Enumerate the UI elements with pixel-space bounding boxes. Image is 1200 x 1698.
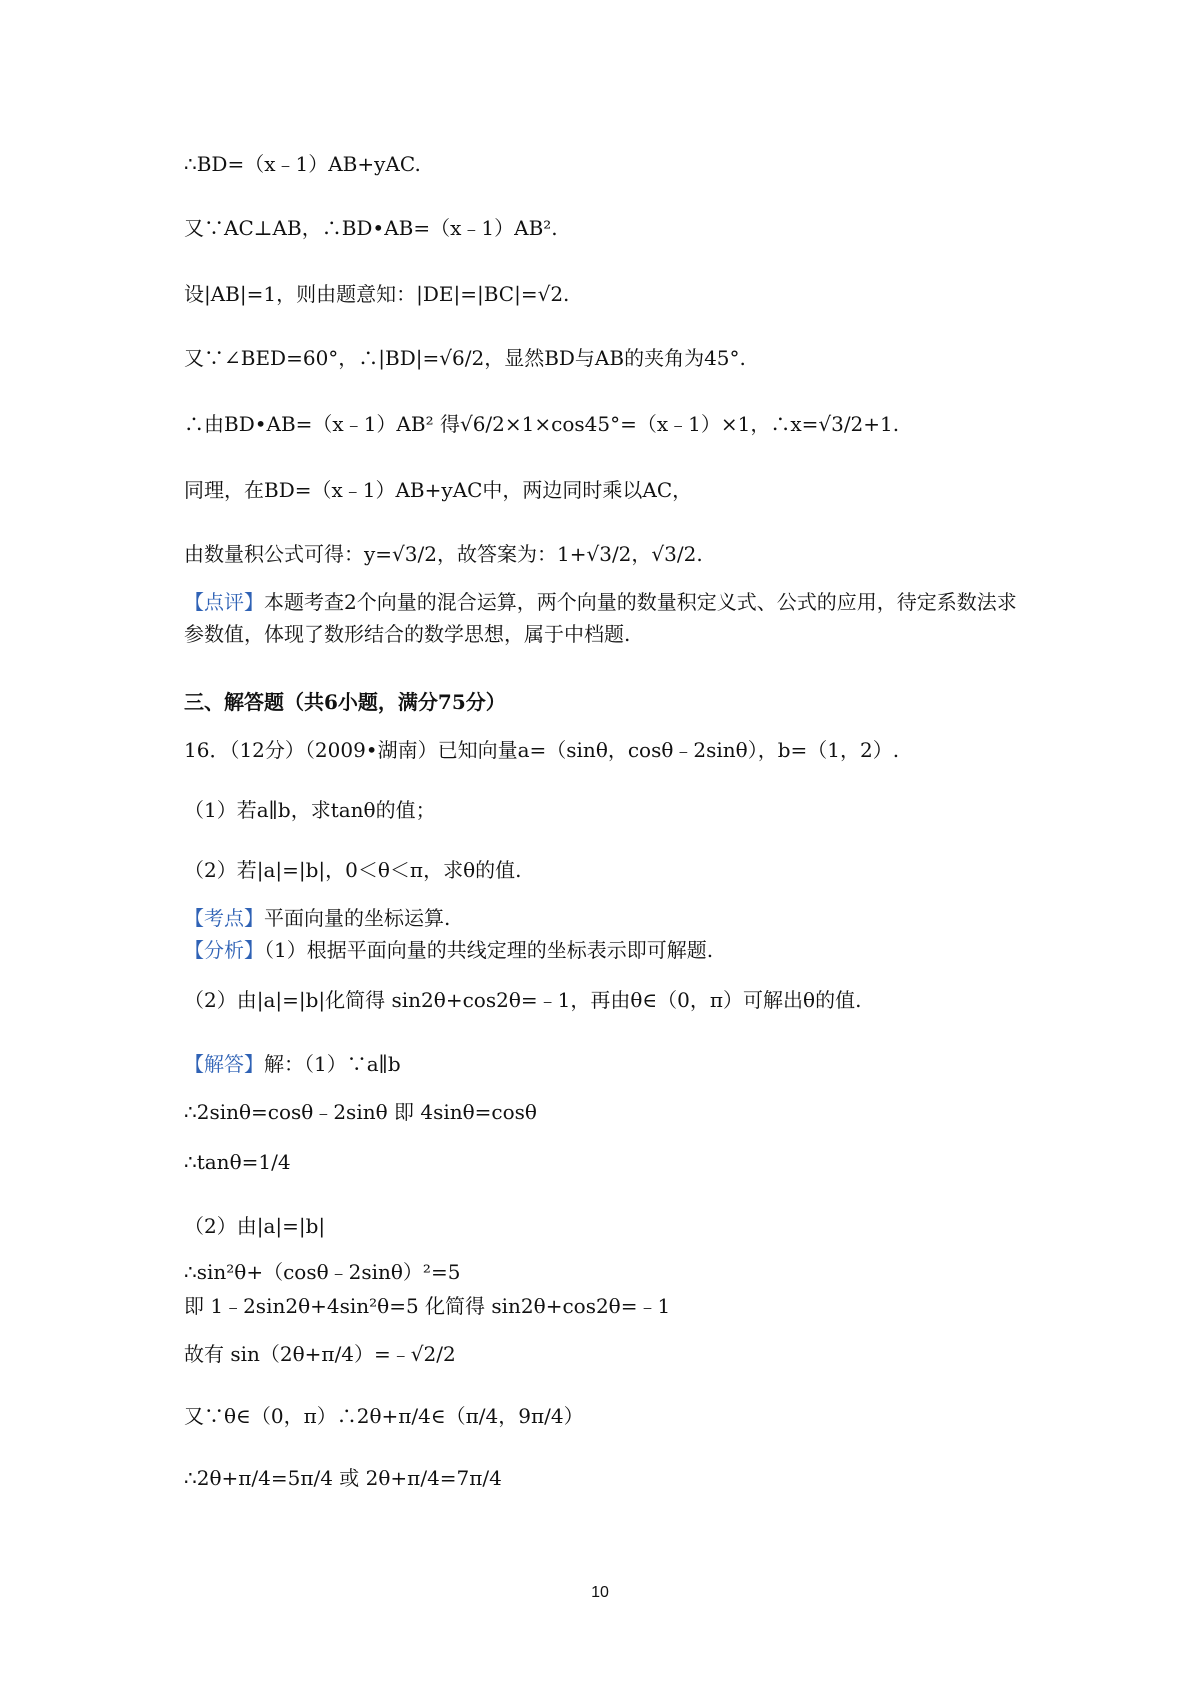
fenxi-line (184, 934, 713, 966)
jieda-text: 解：（1）∵a∥b (264, 1052, 401, 1076)
review-text: 本题考查2个向量的混合运算，两个向量的数量积定义式、公式的应用，待定系数法求参数值，体现了数形结合的数学思想，属于中档题. (184, 590, 1017, 646)
text-line-5: ∴由BD•AB=（x﹣1）AB² 得√6/2×1×cos45°=（x﹣1）×1，∴x=√3/2+1. (184, 412, 900, 436)
section-heading: 三、解答题（共6小题，满分75分） (184, 690, 506, 714)
fenxi-line-2: （2）由|a|=|b|化简得 sin2θ+cos2θ=﹣1，再由θ∈（0，π）可解出θ的值. (184, 988, 862, 1012)
review-paragraph (184, 586, 1034, 650)
solution-line-2: ∴tanθ=1/4 (184, 1150, 291, 1174)
solution-line-6: 故有 sin（2θ+π/4）=﹣√2/2 (184, 1342, 456, 1366)
problem-part2: （2）若|a|=|b|，0＜θ＜π，求θ的值. (184, 858, 522, 882)
solution-line-7: 又∵θ∈（0，π）∴2θ+π/4∈（π/4，9π/4） (184, 1404, 584, 1428)
fenxi-text: （1）根据平面向量的共线定理的坐标表示即可解题. (264, 938, 714, 962)
jieda-tag: 【解答】 (184, 1052, 264, 1076)
page-number: 10 (591, 1584, 609, 1601)
solution-line-8: ∴2θ+π/4=5π/4 或 2θ+π/4=7π/4 (184, 1466, 502, 1490)
review-tag: 【点评】 (184, 590, 264, 614)
text-line-4: 又∵∠BED=60°，∴|BD|=√6/2，显然BD与AB的夹角为45°. (184, 346, 746, 370)
solution-line-1: ∴2sinθ=cosθ﹣2sinθ 即 4sinθ=cosθ (184, 1100, 537, 1124)
text-line-7: 由数量积公式可得：y=√3/2，故答案为：1+√3/2，√3/2. (184, 542, 703, 566)
text-line-1: ∴BD=（x﹣1）AB+yAC. (184, 152, 421, 176)
text-line-3: 设|AB|=1，则由题意知：|DE|=|BC|=√2. (184, 282, 570, 306)
jieda-line (184, 1048, 401, 1080)
problem-part1: （1）若a∥b，求tanθ的值； (184, 798, 436, 822)
fenxi-tag: 【分析】 (184, 938, 264, 962)
kaodian-tag: 【考点】 (184, 906, 264, 930)
solution-line-3: （2）由|a|=|b| (184, 1214, 326, 1238)
text-line-6: 同理，在BD=（x﹣1）AB+yAC中，两边同时乘以AC， (184, 478, 693, 502)
kaodian-line (184, 902, 450, 934)
solution-line-4: ∴sin²θ+（cosθ﹣2sinθ）²=5 (184, 1260, 461, 1284)
kaodian-text: 平面向量的坐标运算. (264, 906, 451, 930)
text-line-2: 又∵AC⊥AB，∴BD•AB=（x﹣1）AB². (184, 216, 558, 240)
problem-statement: 16．（12分）（2009•湖南）已知向量a=（sinθ，cosθ﹣2sinθ），b=（1，2）. (184, 738, 900, 762)
solution-line-5: 即 1﹣2sin2θ+4sin²θ=5 化简得 sin2θ+cos2θ=﹣1 (184, 1294, 671, 1318)
